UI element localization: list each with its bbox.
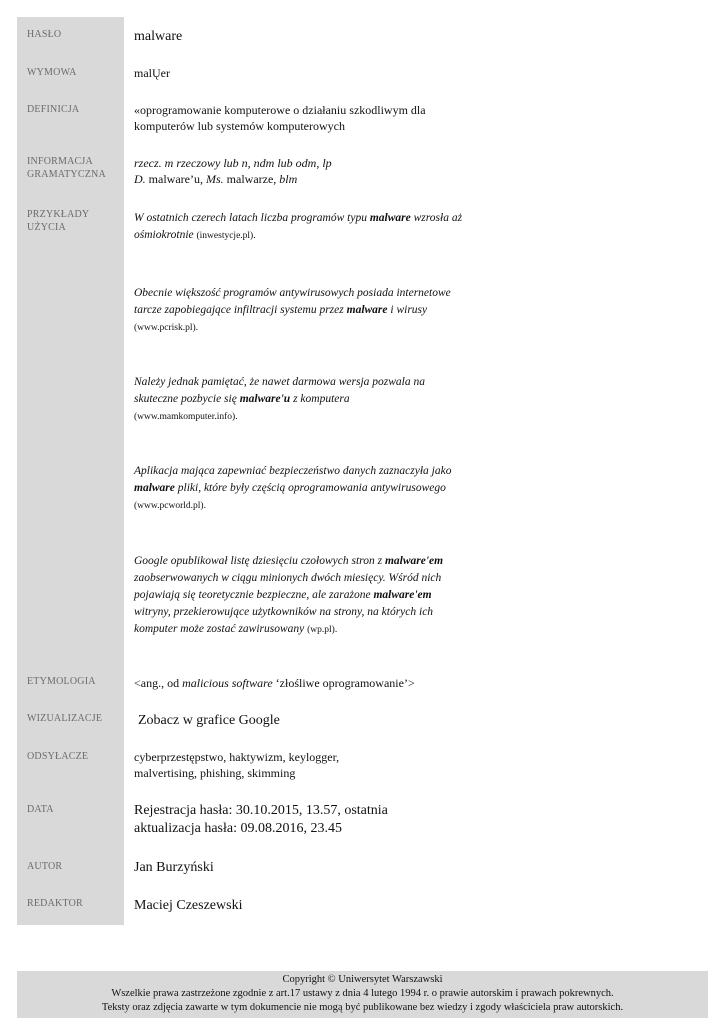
example-source: (www.mamkomputer.info) <box>134 412 236 422</box>
label-data: DATA <box>27 804 54 815</box>
date-registration: Rejestracja hasła: 30.10.2015, 13.57, ostatnia <box>134 803 388 818</box>
label-wymowa: WYMOWA <box>27 67 77 78</box>
label-haslo: HASŁO <box>27 29 62 40</box>
label-przyklady-uzycia <box>27 208 122 234</box>
grammar-line1: rzecz. m rzeczowy lub n, ndm lub odm, lp <box>134 156 332 170</box>
grammar-case-ms: Ms. <box>205 172 224 186</box>
copyright-footer <box>17 971 708 1018</box>
example-keyword: malware <box>134 482 175 494</box>
example-keyword: malware'em <box>384 555 444 567</box>
label-autor: AUTOR <box>27 861 63 872</box>
author: Jan Burzyński <box>134 860 214 875</box>
footer-line1: Copyright © Uniwersytet Warszawski <box>282 974 443 985</box>
example-keyword-2: malware'em <box>373 589 432 601</box>
google-images-link[interactable]: Zobacz w grafice Google <box>138 713 280 728</box>
example-keyword: malware <box>369 212 411 224</box>
label-informacja-line1: INFORMACJA <box>27 156 93 167</box>
editor: Maciej Czeszewski <box>134 898 243 913</box>
label-przyklady-line1: PRZYKŁADY <box>27 209 90 220</box>
pronunciation: malŲer <box>134 66 170 80</box>
dates <box>134 802 454 838</box>
label-wizualizacje: WIZUALIZACJE <box>27 713 103 724</box>
label-przyklady-line2: UŻYCIA <box>27 222 66 233</box>
label-odsylacze: ODSYŁACZE <box>27 751 89 762</box>
example-source: (wp.pl) <box>307 625 335 635</box>
example-2: Obecnie większość programów antywirusowych posiada internetowe tarcze zapobiegające infiltracji systemu przez malware i wirusy (www.pcrisk.pl). <box>134 287 451 333</box>
footer-line2: Wszelkie prawa zastrzeżone zgodnie z art.17 ustawy z dnia 4 lutego 1994 r. o prawie autorskim i prawach pokrewnych. <box>111 988 614 999</box>
label-redaktor: REDAKTOR <box>27 898 83 909</box>
grammar-form-d: malware’u, <box>145 172 206 186</box>
grammar-number: blm <box>279 172 298 186</box>
example-keyword: malware'u <box>239 393 291 405</box>
cross-references: cyberprzestępstwo, haktywizm, keylogger, malvertising, phishing, skimming <box>134 750 340 780</box>
label-column <box>17 17 124 925</box>
label-informacja-gramatyczna <box>27 155 122 181</box>
etymology: <ang., od malicious software ‘złośliwe oprogramowanie’> <box>134 676 415 690</box>
footer-line3: Teksty oraz zdjęcia zawarte w tym dokumencie nie mogą być publikowane bez wiedzy i zgody właściciela praw autorskich. <box>101 1002 624 1013</box>
example-1: W ostatnich czerech latach liczba programów typu malware wzrosła aż ośmiokrotnie (inwestycje.pl). <box>134 212 463 241</box>
grammar-info <box>134 155 474 187</box>
label-definicja: DEFINICJA <box>27 104 80 115</box>
headword: malware <box>134 29 183 44</box>
example-source: (www.pcrisk.pl) <box>134 323 196 333</box>
etymology-source-term: malicious software <box>182 676 273 690</box>
date-updated: aktualizacja hasła: 09.08.2016, 23.45 <box>134 821 342 836</box>
example-keyword: malware <box>346 304 388 316</box>
grammar-form-ms: malwarze, <box>223 172 280 186</box>
example-4: Aplikacja mająca zapewniać bezpieczeństwo danych zaznaczyła jako malware pliki, które były częścią oprogramowania antywirusowego (www.pcworld.pl). <box>134 465 452 511</box>
example-source: (www.pcworld.pl) <box>134 501 204 511</box>
example-5: Google opublikował listę dziesięciu czołowych stron z malware'em zaobserwowanych w ciągu minionych dwóch miesięcy. Wśród nich pojawiają się teoretycznie bezpieczne, ale zarażone malware'em witryny, przekierowujące użytkowników na strony, na których ich komputer może zostać zawirusowany (wp.pl). <box>134 555 444 635</box>
label-etymologia: ETYMOLOGIA <box>27 676 96 687</box>
grammar-case-d: D. <box>134 172 146 186</box>
example-3: Należy jednak pamiętać, że nawet darmowa wersja pozwala na skuteczne pozbycie się malware'u z komputera (www.mamkomputer.info). <box>134 376 425 422</box>
label-informacja-line2: GRAMATYCZNA <box>27 169 106 180</box>
example-source: (inwestycje.pl) <box>196 231 254 241</box>
definition: «oprogramowanie komputerowe o działaniu szkodliwym dla komputerów lub systemów komputerowych <box>134 103 426 133</box>
